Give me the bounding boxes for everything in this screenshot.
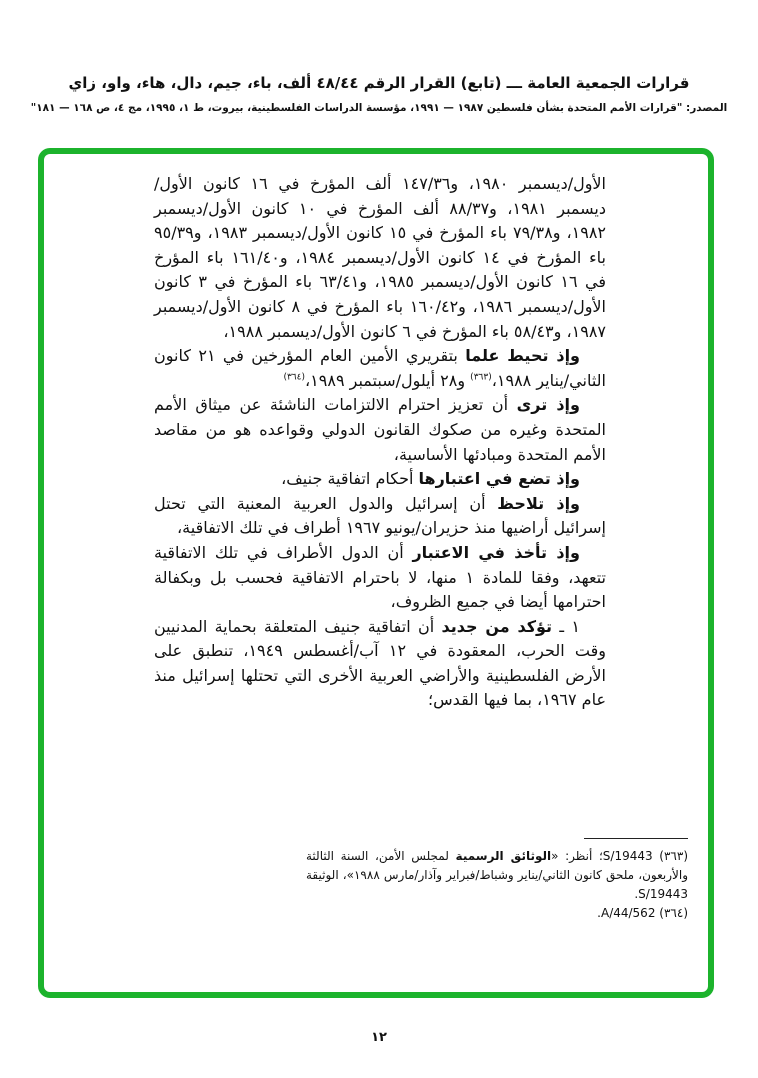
footnote-marker-364: (٣٦٤) [283, 372, 305, 383]
paragraph-lead: وإذ تضع في اعتبارها [418, 469, 580, 489]
paragraph-text: و٢٨ أيلول/سبتمبر ١٩٨٩، [305, 370, 471, 390]
footnote-text: S/19443؛ أنظر: « [551, 849, 660, 863]
footnote-text: A/44/562. [597, 906, 660, 920]
footnote-cited-title: الوثائق الرسمية [455, 849, 552, 863]
footnote-364 [306, 904, 688, 923]
paragraph-noting [154, 492, 606, 541]
operative-number: ١ ـ [552, 616, 580, 636]
paragraph-considering [154, 393, 606, 467]
page-number: ١٢ [371, 1030, 387, 1045]
page-header-title: قرارات الجمعية العامة ـــ (تابع) القرار الرقم ٤٨/٤٤ ألف، باء، جيم، دال، هاء، واو، زاي [68, 74, 690, 92]
paragraph-text: أن إسرائيل والدول العربية المعنية التي تحتل إسرائيل أراضيها منذ حزيران/يونيو ١٩٦٧ أطراف في تلك الاتفاقية، [154, 493, 606, 538]
paragraph-taking-note [154, 344, 606, 393]
paragraph-lead: وإذ تأخذ في الاعتبار [412, 542, 580, 562]
paragraph-text: أحكام اتفاقية جنيف، [281, 469, 419, 489]
paragraph-text: أن الدول الأطراف في تلك الاتفاقية تتعهد، وفقا للمادة ١ منها، لا باحترام الاتفاقية فحسب بل وبكفالة احترامها أيضا في جميع الظروف، [154, 542, 607, 612]
resolution-list-continuation: الأول/ديسمبر ١٩٨٠، و١٤٧/٣٦ ألف المؤرخ في ١٦ كانون الأول/ديسمبر ١٩٨١، و٨٨/٣٧ ألف المؤرخ في ١٠ كانون الأول/ديسمبر ١٩٨٢، و٧٩/٣٨ باء المؤرخ في ١٥ كانون الأول/ديسمبر ١٩٨٣، و٩٥/٣٩ باء المؤرخ في ١٤ كانون الأول/ديسمبر ١٩٨٤، و١٦١/٤٠ باء المؤرخ في ١٦ كانون الأول/ديسمبر ١٩٨٥، و٦٣/٤١ باء المؤرخ في ٣ كانون الأول/ديسمبر ١٩٨٦، و١٦٠/٤٢ باء المؤرخ في ٨ كانون الأول/ديسمبر ١٩٨٧، و٥٨/٤٣ باء المؤرخ في ٦ كانون الأول/ديسمبر ١٩٨٨، [154, 174, 607, 341]
paragraph-text: بتقريري الأمين العام المؤرخين في ٢١ كانون الثاني/يناير ١٩٨٨، [154, 346, 606, 390]
paragraph-bearing-in-mind [154, 467, 606, 492]
footnote-text: لمجلس الأمن، السنة الثالثة والأربعون، ملحق كانون الثاني/يناير وشباط/فبراير وآذار/مارس ١٩٨٨»، الوثيقة S/19443. [306, 849, 688, 901]
footnote-separator [584, 838, 688, 839]
paragraph-text: أن تعزيز احترام الالتزامات الناشئة عن ميثاق الأمم المتحدة وغيره من صكوك القانون الدولي وقواعده هو من مقاصد الأمم المتحدة ومبادئها الأساسية، [154, 395, 606, 464]
paragraph-text: أن اتفاقية جنيف المتعلقة بحماية المدنيين وقت الحرب، المعقودة في ١٢ آب/أغسطس ١٩٤٩، تنطبق على الأرض الفلسطينية والأراضي العربية الأخرى التي تحتلها إسرائيل منذ عام ١٩٦٧، بما فيها القدس؛ [154, 616, 606, 710]
footnotes-block [306, 838, 688, 923]
paragraph-lead: تؤكد من جديد [441, 616, 553, 636]
footnote-363 [306, 847, 688, 904]
paragraph-operative-1 [154, 615, 606, 713]
footnote-number: (٣٦٤) [659, 906, 688, 920]
paragraph-lead: وإذ ترى [516, 395, 580, 415]
paragraph-taking-into-account [154, 541, 606, 615]
resolution-body-text [154, 172, 606, 713]
page-header-source: المصدر: "قرارات الأمم المتحدة بشأن فلسطين ١٩٨٧ — ١٩٩١، مؤسسة الدراسات الفلسطينية، بيروت، ط ١، ١٩٩٥، مج ٤، ص ١٦٨ — ١٨١" [30, 102, 728, 114]
footnote-number: (٣٦٣) [659, 849, 688, 863]
paragraph-lead: وإذ تحيط علما [465, 346, 581, 366]
footnote-marker-363: (٣٦٣) [470, 372, 492, 383]
paragraph-lead: وإذ تلاحظ [497, 493, 581, 513]
